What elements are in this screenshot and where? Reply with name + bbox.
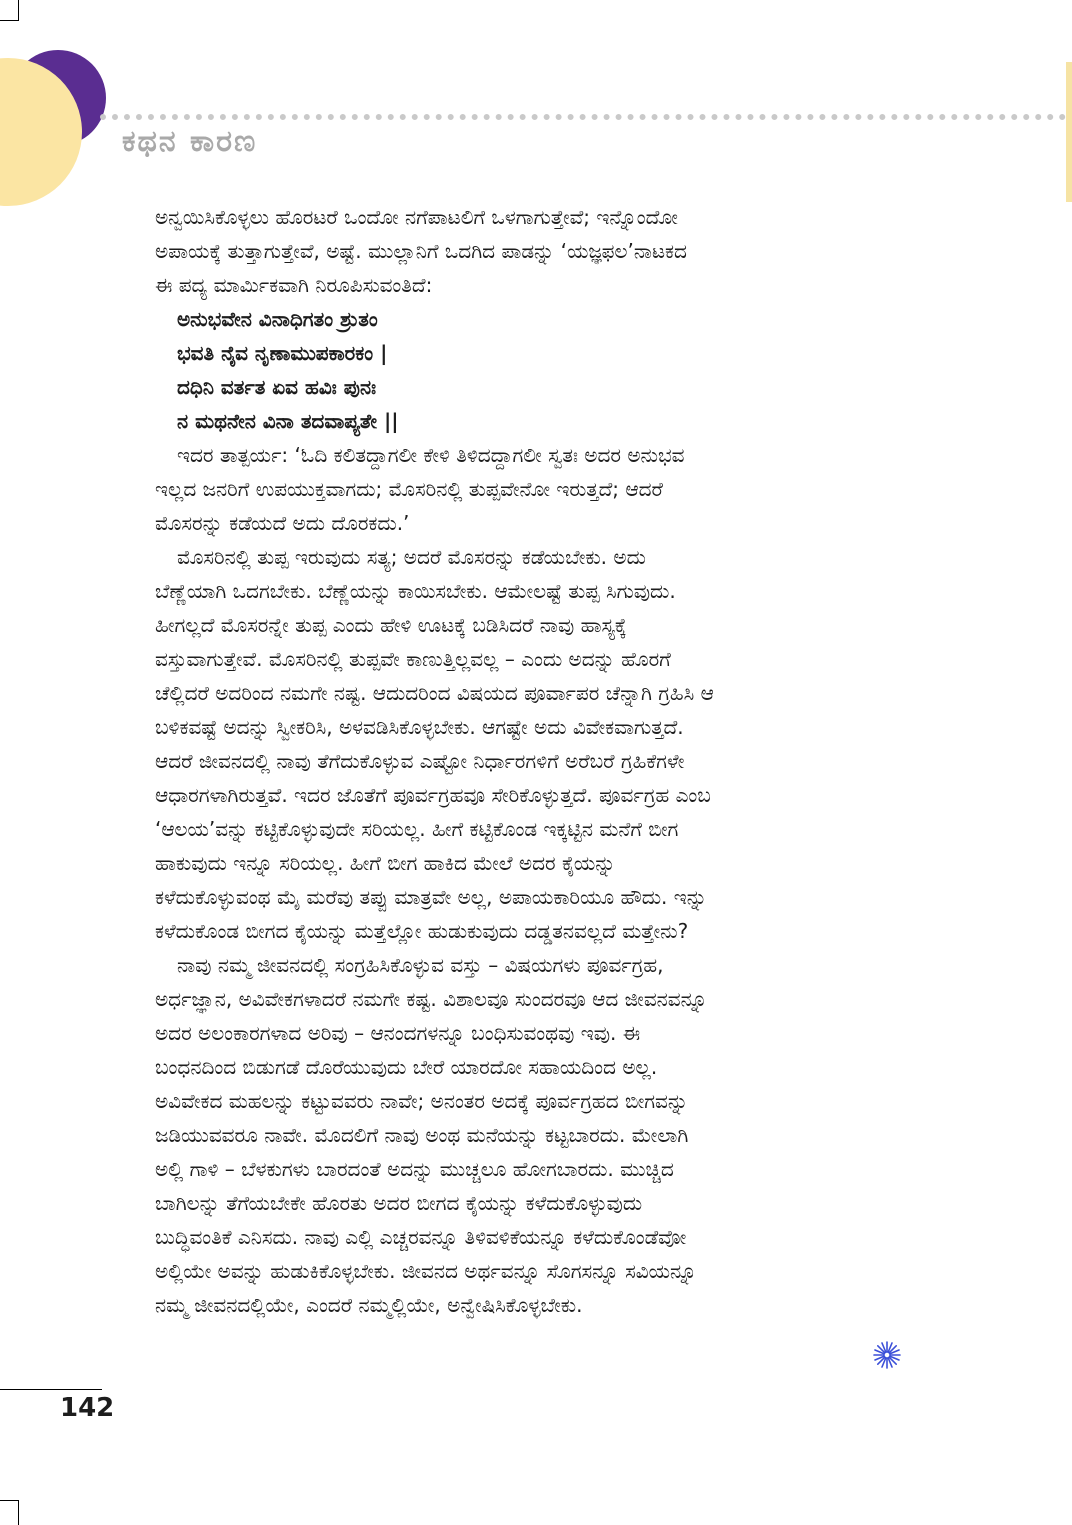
text-line: ಅಪಾಯಕ್ಕೆ ತುತ್ತಾಗುತ್ತೇವೆ, ಅಷ್ಟೆ. ಮುಲ್ಲಾನಿಗೆ ಒದಗಿದ ಪಾಡನ್ನು ‘ಯಜ್ಞಫಲ’ನಾಟಕದ [155,239,687,263]
asterisk-star-icon [872,1340,902,1370]
text-line: ಚೆಲ್ಲಿದರೆ ಅದರಿಂದ ನಮಗೇ ನಷ್ಟ. ಆದುದರಿಂದ ವಿಷಯದ ಪೂರ್ವಾಪರ ಚೆನ್ನಾಗಿ ಗ್ರಹಿಸಿ ಆ [155,681,714,705]
crop-mark-bottom-v [18,1500,19,1525]
verse-line: ಅನುಭವೇನ ವಿನಾಧಿಗತಂ ಶ್ರುತಂ [177,307,378,331]
body-text [155,200,907,1322]
side-tab-marker [1066,62,1072,202]
verse-line: ದಧಿನಿ ವರ್ತತ ಏವ ಹವಿಃ ಪುನಃ [177,375,377,399]
text-line: ವಸ್ತುವಾಗುತ್ತೇವೆ. ಮೊಸರಿನಲ್ಲಿ ತುಪ್ಪವೇ ಕಾಣುತ್ತಿಲ್ಲವಲ್ಲ – ಎಂದು ಅದನ್ನು ಹೊರಗೆ [155,647,671,671]
section-title: ಕಥನ ಕಾರಣ [122,124,258,159]
crop-mark-bottom-h [0,1500,19,1501]
text-line: ಜಡಿಯುವವರೂ ನಾವೇ. ಮೊದಲಿಗೆ ನಾವು ಅಂಥ ಮನೆಯನ್ನು ಕಟ್ಟಬಾರದು. ಮೇಲಾಗಿ [155,1123,689,1147]
text-line: ಬುದ್ಧಿವಂತಿಕೆ ಎನಿಸದು. ನಾವು ಎಲ್ಲಿ ಎಚ್ಚರವನ್ನೂ ತಿಳಿವಳಿಕೆಯನ್ನೂ ಕಳೆದುಕೊಂಡೆವೋ [155,1225,687,1249]
page-number: 142 [60,1393,115,1423]
text-line: ಅರ್ಧಜ್ಞಾನ, ಅವಿವೇಕಗಳಾದರೆ ನಮಗೇ ಕಷ್ಟ. ವಿಶಾಲವೂ ಸುಂದರವೂ ಆದ ಜೀವನವನ್ನೂ [155,987,708,1011]
text-line: ನಮ್ಮ ಜೀವನದಲ್ಲಿಯೇ, ಎಂದರೆ ನಮ್ಮಲ್ಲಿಯೇ, ಅನ್ವೇಷಿಸಿಕೊಳ್ಳಬೇಕು. [155,1293,583,1317]
text-line: ಕಳೆದುಕೊಂಡ ಬೀಗದ ಕೈಯನ್ನು ಮತ್ತೆಲ್ಲೋ ಹುಡುಕುವುದು ದಡ್ಡತನವಲ್ಲದೆ ಮತ್ತೇನು? [155,919,689,943]
text-line: ಬಳಿಕವಷ್ಟೆ ಅದನ್ನು ಸ್ವೀಕರಿಸಿ, ಅಳವಡಿಸಿಕೊಳ್ಳಬೇಕು. ಆಗಷ್ಟೇ ಅದು ವಿವೇಕವಾಗುತ್ತದೆ. [155,715,684,739]
text-line: ಈ ಪದ್ಯ ಮಾರ್ಮಿಕವಾಗಿ ನಿರೂಪಿಸುವಂತಿದೆ: [155,273,433,297]
text-line: ಅವಿವೇಕದ ಮಹಲನ್ನು ಕಟ್ಟುವವರು ನಾವೇ; ಅನಂತರ ಅದಕ್ಕೆ ಪೂರ್ವಗ್ರಹದ ಬೀಗವನ್ನು [155,1089,689,1113]
text-line: ಅನ್ವಯಿಸಿಕೊಳ್ಳಲು ಹೊರಟರೆ ಒಂದೋ ನಗೆಪಾಟಲಿಗೆ ಒಳಗಾಗುತ್ತೇವೆ; ಇನ್ನೊಂದೋ [155,205,678,229]
text-line: ಹಾಕುವುದು ಇನ್ನೂ ಸರಿಯಲ್ಲ. ಹೀಗೆ ಬೀಗ ಹಾಕಿದ ಮೇಲೆ ಅದರ ಕೈಯನ್ನು [155,851,616,875]
text-line: ಆದರೆ ಜೀವನದಲ್ಲಿ ನಾವು ತೆಗೆದುಕೊಳ್ಳುವ ಎಷ್ಟೋ ನಿರ್ಧಾರಗಳಿಗೆ ಅರೆಬರೆ ಗ್ರಹಿಕೆಗಳೇ [155,749,685,773]
text-line: ಆಧಾರಗಳಾಗಿರುತ್ತವೆ. ಇದರ ಜೊತೆಗೆ ಪೂರ್ವಗ್ರಹವೂ ಸೇರಿಕೊಳ್ಳುತ್ತದೆ. ಪೂರ್ವಗ್ರಹ ಎಂಬ [155,783,711,807]
text-line: ಅದರ ಅಲಂಕಾರಗಳಾದ ಅರಿವು – ಆನಂದಗಳನ್ನೂ ಬಂಧಿಸುವಂಥವು ಇವು. ಈ [155,1021,641,1045]
text-line: ಕಳೆದುಕೊಳ್ಳುವಂಥ ಮೈ ಮರೆವು ತಪ್ಪು ಮಾತ್ರವೇ ಅಲ್ಲ, ಅಪಾಯಕಾರಿಯೂ ಹೌದು. ಇನ್ನು [155,885,707,909]
verse-line: ಭವತಿ ನೈವ ನೃಣಾಮುಪಕಾರಕಂ | [177,341,388,365]
text-line: ‘ಆಲಯ’ವನ್ನು ಕಟ್ಟಿಕೊಳ್ಳುವುದೇ ಸರಿಯಲ್ಲ. ಹೀಗೆ ಕಟ್ಟಿಕೊಂಡ ಇಕ್ಕಟ್ಟಿನ ಮನೆಗೆ ಬೀಗ [155,817,679,841]
text-line: ಅಲ್ಲಿಯೇ ಅವನ್ನು ಹುಡುಕಿಕೊಳ್ಳಬೇಕು. ಜೀವನದ ಅರ್ಥವನ್ನೂ ಸೊಗಸನ್ನೂ ಸವಿಯನ್ನೂ [155,1259,697,1283]
verse-line: ನ ಮಥನೇನ ವಿನಾ ತದವಾಪ್ಯತೇ || [177,409,399,433]
text-line: ಹೀಗಲ್ಲದೆ ಮೊಸರನ್ನೇ ತುಪ್ಪ ಎಂದು ಹೇಳಿ ಊಟಕ್ಕೆ ಬಡಿಸಿದರೆ ನಾವು ಹಾಸ್ಯಕ್ಕೆ [155,613,627,637]
folio-rule [0,1389,102,1390]
text-line: ಅಲ್ಲಿ ಗಾಳಿ – ಬೆಳಕುಗಳು ಬಾರದಂತೆ ಅದನ್ನು ಮುಚ್ಚಲೂ ಹೋಗಬಾರದು. ಮುಚ್ಚಿದ [155,1157,674,1181]
text-line: ಬೆಣ್ಣೆಯಾಗಿ ಒದಗಬೇಕು. ಬೆಣ್ಣೆಯನ್ನು ಕಾಯಿಸಬೇಕು. ಆಮೇಲಷ್ಟೆ ತುಪ್ಪ ಸಿಗುವುದು. [155,579,676,603]
text-line: ನಾವು ನಮ್ಮ ಜೀವನದಲ್ಲಿ ಸಂಗ್ರಹಿಸಿಕೊಳ್ಳುವ ವಸ್ತು – ವಿಷಯಗಳು ಪೂರ್ವಗ್ರಹ, [177,953,664,977]
text-line: ಮೊಸರಿನಲ್ಲಿ ತುಪ್ಪ ಇರುವುದು ಸತ್ಯ; ಅದರೆ ಮೊಸರನ್ನು ಕಡೆಯಬೇಕು. ಅದು [177,545,646,569]
text-line: ಮೊಸರನ್ನು ಕಡೆಯದೆ ಅದು ದೊರಕದು.’ [155,511,410,535]
text-line: ಇದರ ತಾತ್ಪರ್ಯ: ‘ಓದಿ ಕಲಿತದ್ದಾಗಲೀ ಕೇಳಿ ತಿಳಿದದ್ದಾಗಲೀ ಸ್ವತಃ ಅದರ ಅನುಭವ [177,443,685,467]
header-dotted-rule [100,114,1066,120]
text-line: ಇಲ್ಲದ ಜನರಿಗೆ ಉಪಯುಕ್ತವಾಗದು; ಮೊಸರಿನಲ್ಲಿ ತುಪ್ಪವೇನೋ ಇರುತ್ತದೆ; ಆದರೆ [155,477,663,501]
text-line: ಬಂಧನದಿಂದ ಬಿಡುಗಡೆ ದೊರೆಯುವುದು ಬೇರೆ ಯಾರದೋ ಸಹಾಯದಿಂದ ಅಲ್ಲ. [155,1055,658,1079]
text-line: ಬಾಗಿಲನ್ನು ತೆಗೆಯಬೇಕೇ ಹೊರತು ಅದರ ಬೀಗದ ಕೈಯನ್ನು ಕಳೆದುಕೊಳ್ಳುವುದು [155,1191,643,1215]
